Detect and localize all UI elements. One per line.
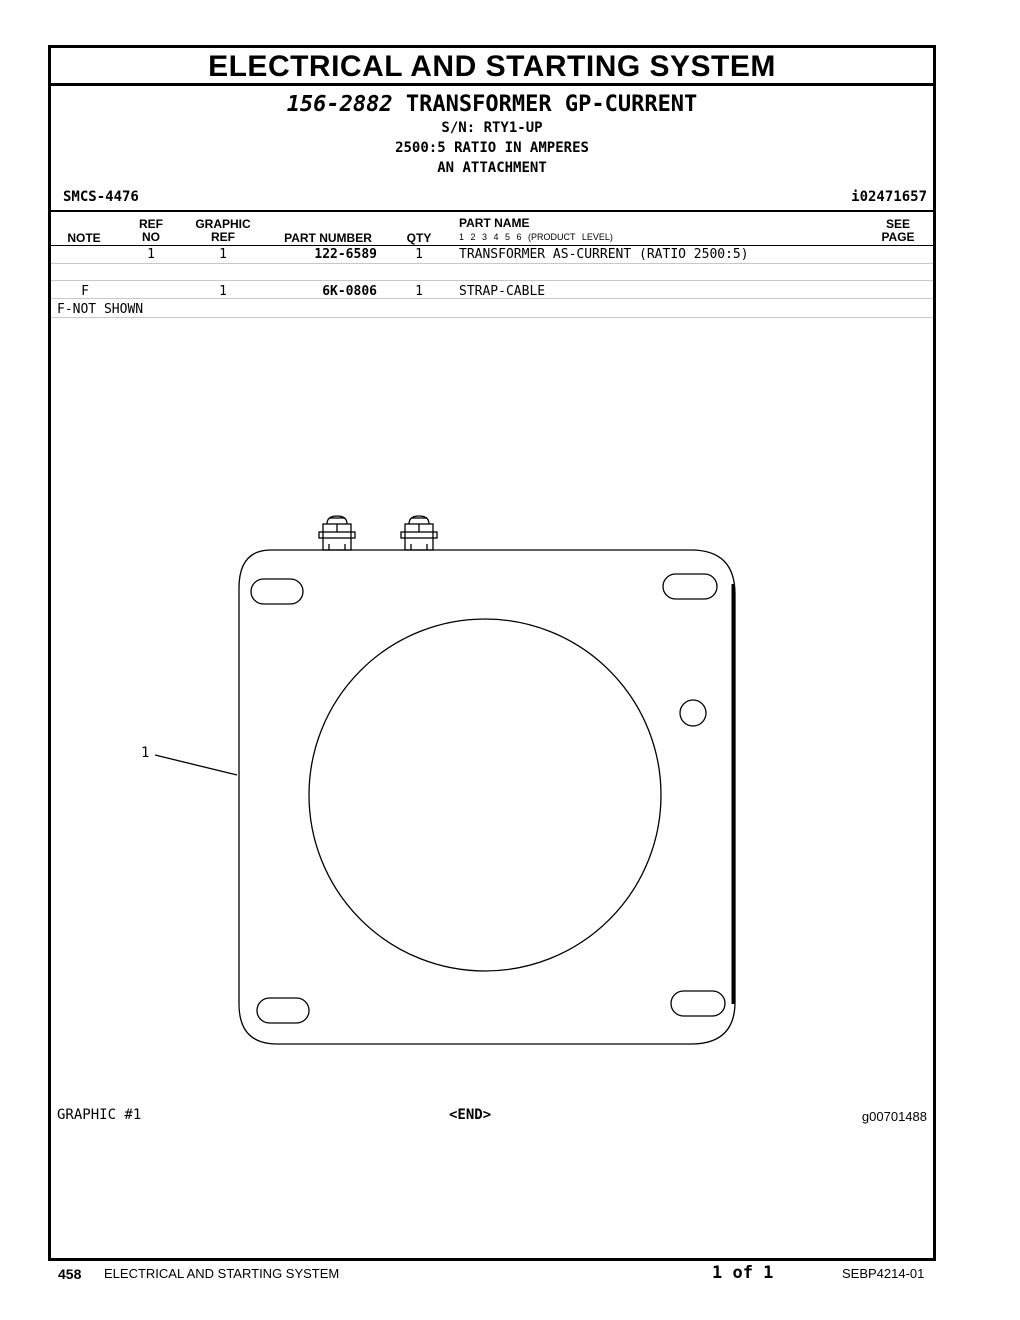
footnote: F-NOT SHOWN — [57, 302, 144, 317]
header-ref-no-line1: REF — [139, 217, 163, 231]
callout-leader-line — [155, 755, 237, 775]
illustration-id: i02471657 — [851, 189, 927, 205]
callout-label: 1 — [141, 745, 150, 761]
header-part-name: PART NAME — [459, 216, 530, 230]
graphic-id: g00701488 — [861, 1109, 927, 1124]
terminal-stud-2 — [401, 516, 437, 550]
serial-line: S/N: RTY1-UP — [441, 120, 543, 136]
footer-section: ELECTRICAL AND STARTING SYSTEM — [104, 1266, 340, 1281]
row2-note: F — [81, 284, 89, 299]
row1-ref-no: 1 — [147, 247, 155, 262]
transformer-illustration — [51, 48, 933, 1258]
row2-part-number: 6K-0806 — [322, 284, 377, 299]
doc-number: SEBP4214-01 — [842, 1266, 925, 1281]
section-title: ELECTRICAL AND STARTING SYSTEM — [208, 50, 776, 83]
row1-part-number: 122-6589 — [314, 247, 377, 262]
row2-graphic-ref: 1 — [219, 284, 227, 299]
row1-graphic-ref: 1 — [219, 247, 227, 262]
description-line-2: AN ATTACHMENT — [437, 160, 547, 176]
header-ref-no-line2: NO — [142, 230, 160, 244]
graphic-label: GRAPHIC #1 — [57, 1107, 142, 1123]
row1-qty: 1 — [415, 247, 423, 262]
description-line-1: 2500:5 RATIO IN AMPERES — [395, 140, 589, 156]
transformer-body — [155, 516, 735, 1044]
header-see-page-line2: PAGE — [881, 230, 915, 244]
header-see-page-line1: SEE — [885, 217, 910, 231]
header-graphic-ref-line1: GRAPHIC — [195, 217, 251, 231]
page-frame — [48, 45, 936, 1261]
group-name: TRANSFORMER GP-CURRENT — [405, 92, 698, 117]
page-number: 458 — [58, 1266, 82, 1282]
smcs-code: SMCS-4476 — [63, 189, 139, 205]
header-note: NOTE — [67, 231, 101, 245]
header-qty: QTY — [406, 231, 432, 245]
header-product-levels: 1 2 3 4 5 6 (PRODUCT LEVEL) — [459, 232, 613, 242]
row2-part-name: STRAP-CABLE — [459, 284, 546, 299]
header-graphic-ref-line2: REF — [211, 230, 235, 244]
page-of: 1 of 1 — [712, 1263, 774, 1283]
header-part-number: PART NUMBER — [284, 231, 372, 245]
terminal-stud-1 — [319, 516, 355, 550]
group-part-number: 156-2882 — [286, 92, 393, 117]
row1-part-name: TRANSFORMER AS-CURRENT (RATIO 2500:5) — [459, 247, 749, 262]
end-marker: <END> — [449, 1107, 492, 1123]
row2-qty: 1 — [415, 284, 423, 299]
